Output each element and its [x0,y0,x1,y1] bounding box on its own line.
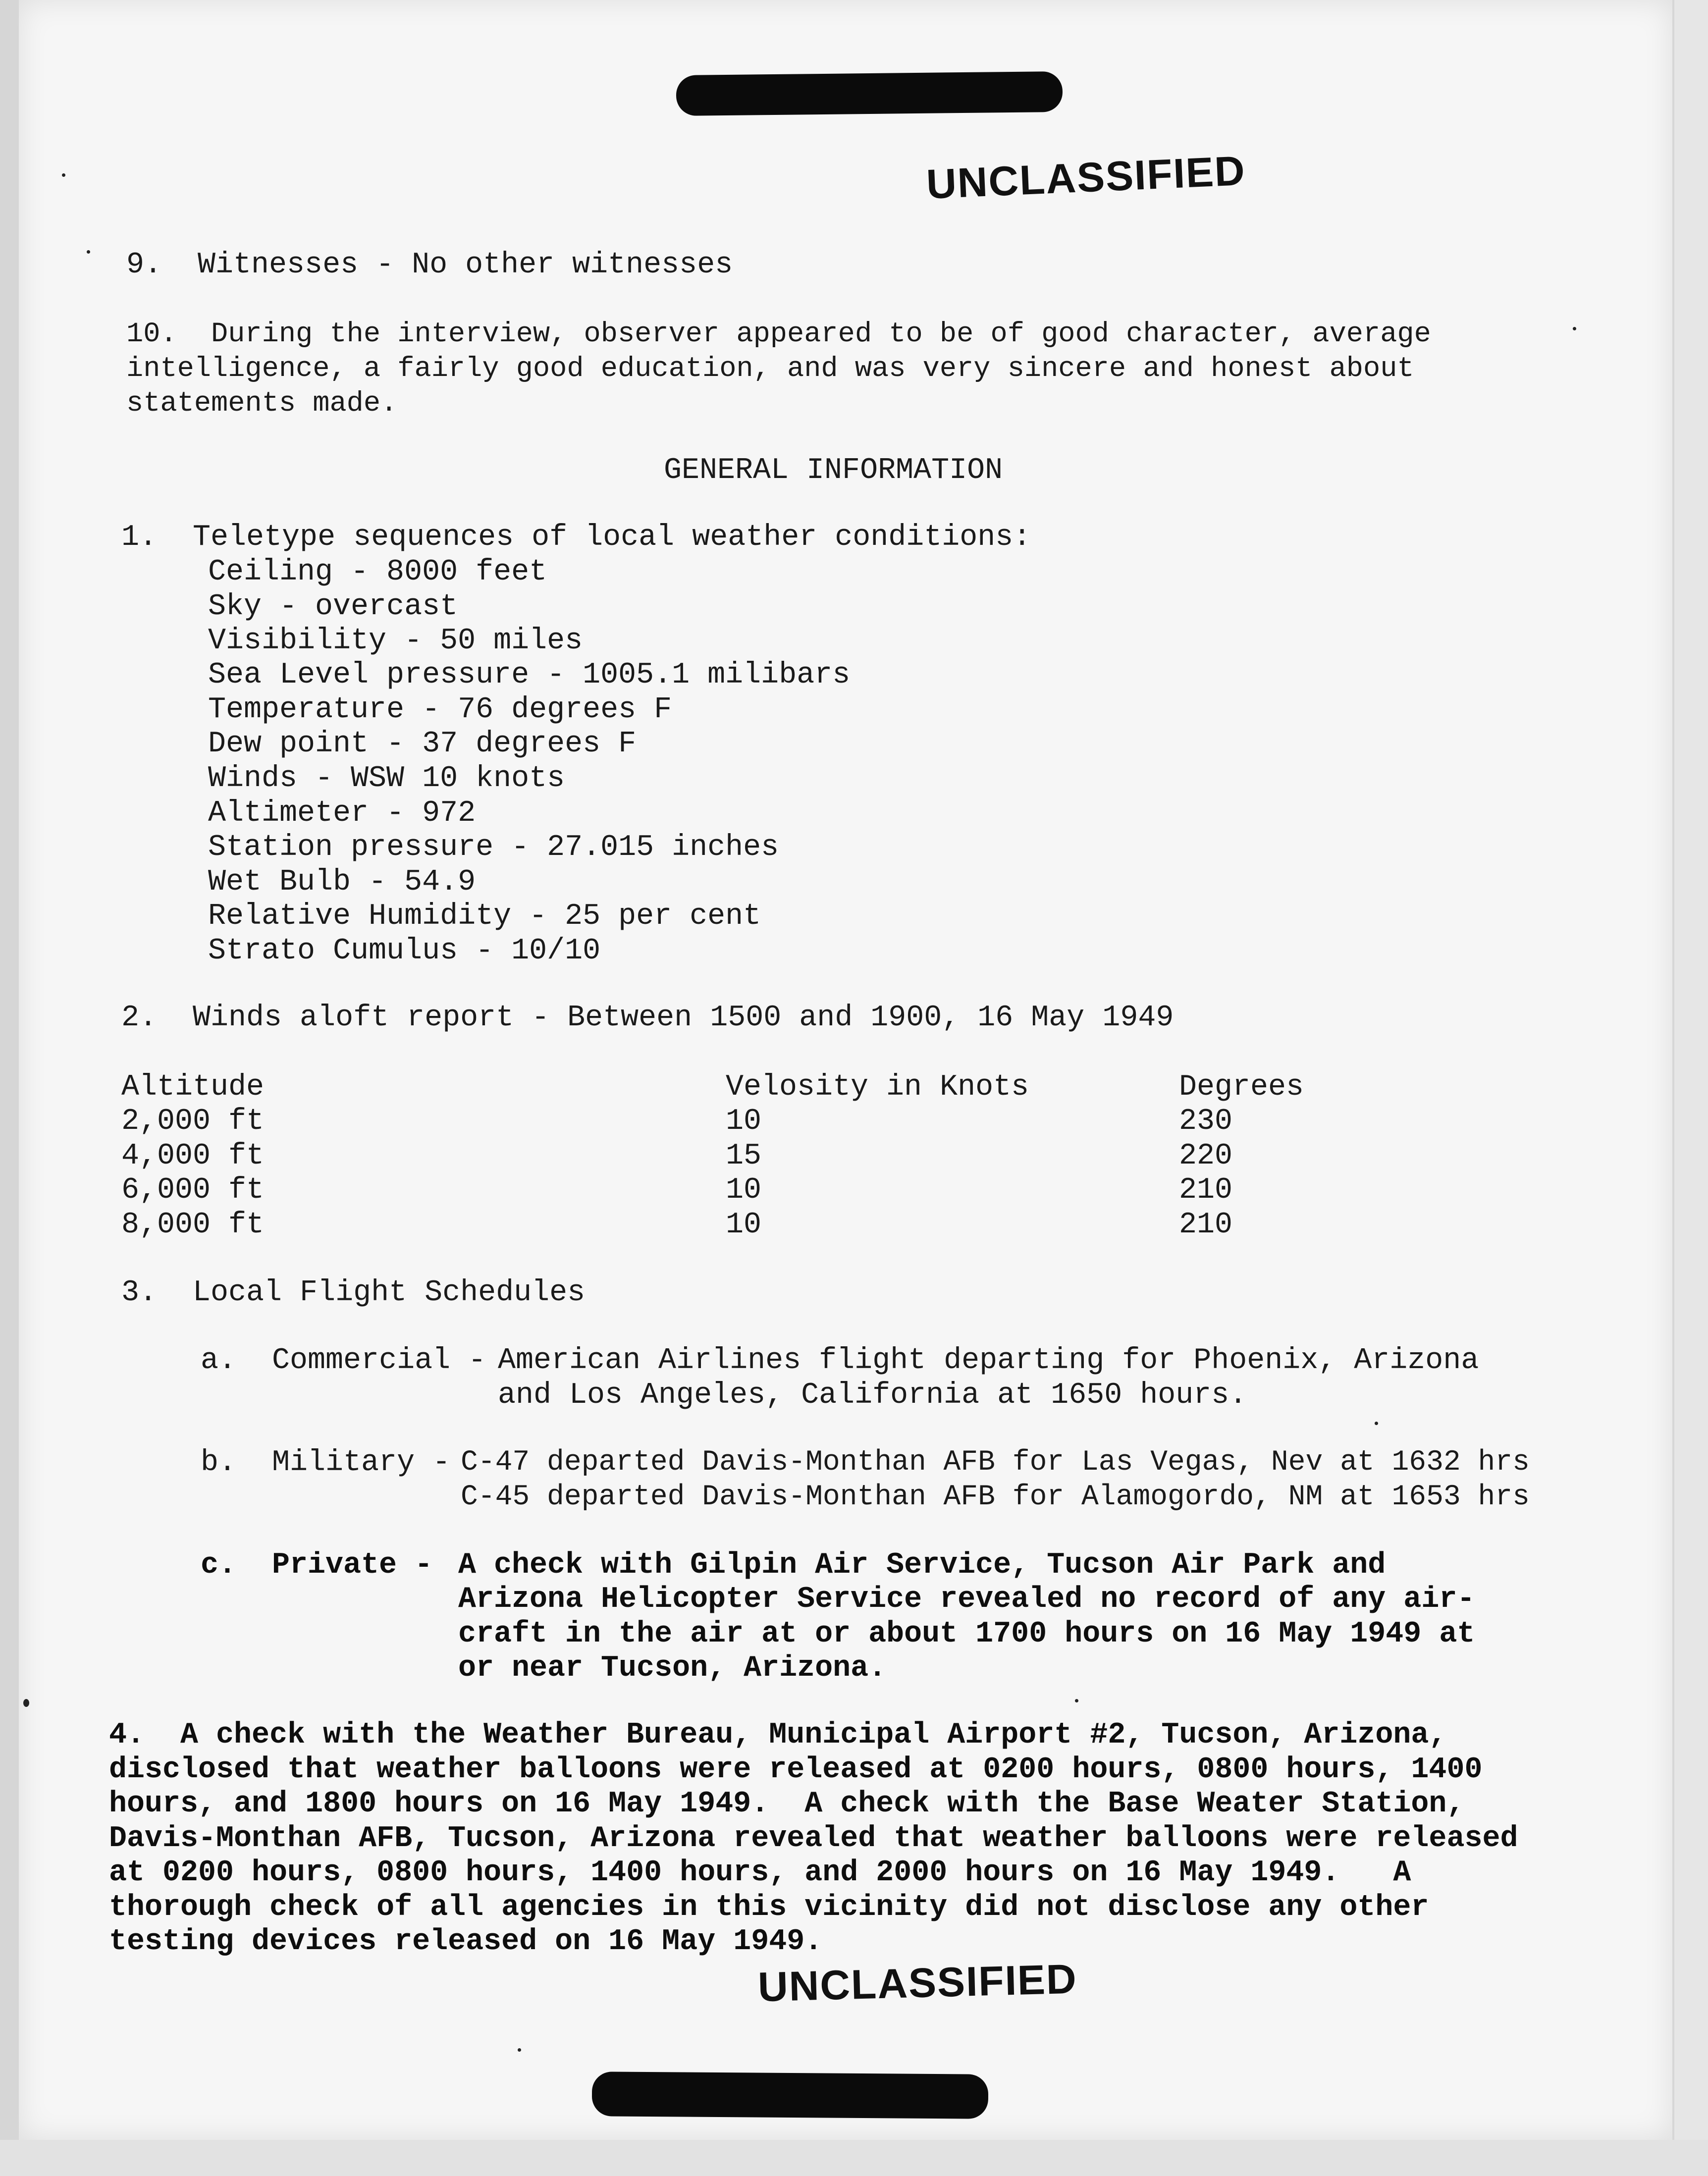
flight-commercial-line: and Los Angeles, California at 1650 hours. [498,1379,1247,1412]
flight-military-label: b. Military - [201,1446,451,1480]
item-4-line: disclosed that weather balloons were released at 0200 hours, 0800 hours, 1400 [109,1753,1483,1787]
page-edge-bottom [0,2140,1708,2176]
weather-item: Temperature - 76 degrees F [208,693,672,727]
flight-schedules-heading: 3. Local Flight Schedules [121,1276,586,1310]
winds-table-cell: 4,000 ft [121,1139,265,1173]
scan-speck [1075,1699,1078,1702]
item-4-line: 4. A check with the Weather Bureau, Municipal Airport #2, Tucson, Arizona, [109,1718,1447,1752]
winds-table-cell: 230 [1179,1105,1233,1138]
scan-speck [23,1699,29,1707]
winds-table-cell: 10 [726,1173,762,1207]
flight-private-line: or near Tucson, Arizona. [458,1651,887,1685]
item-9-witnesses: 9. Witnesses - No other witnesses [126,248,733,282]
flight-private-line: Arizona Helicopter Service revealed no record of any air- [458,1583,1475,1616]
item-10-line: intelligence, a fairly good education, and was very sincere and honest about [126,353,1414,385]
weather-item: Strato Cumulus - 10/10 [208,934,601,968]
weather-item: Station pressure - 27.015 inches [208,831,779,864]
weather-item: Winds - WSW 10 knots [208,762,565,796]
winds-table-header-degrees: Degrees [1179,1070,1304,1104]
scan-speck [62,173,65,177]
flight-commercial-line: American Airlines flight departing for Phoenix, Arizona [498,1344,1479,1378]
weather-item: Relative Humidity - 25 per cent [208,900,761,933]
weather-item: Visibility - 50 miles [208,624,583,658]
item-4-line: hours, and 1800 hours on 16 May 1949. A check with the Base Weater Station, [109,1787,1465,1821]
winds-table-cell: 220 [1179,1139,1233,1173]
section-heading: GENERAL INFORMATION [664,454,1003,487]
winds-table-cell: 15 [726,1139,762,1173]
weather-item: Altimeter - 972 [208,796,476,830]
item-10-line: 10. During the interview, observer appeared to be of good character, average [126,318,1431,350]
winds-table-cell: 2,000 ft [121,1105,265,1138]
winds-table-cell: 210 [1179,1173,1233,1207]
redaction-bar-bottom [592,2071,989,2119]
scan-speck [1573,327,1576,330]
page-edge-right [1674,0,1708,2176]
winds-table-header-velocity: Velosity in Knots [726,1070,1029,1104]
item-4-line: testing devices released on 16 May 1949. [109,1925,823,1959]
winds-table-cell: 10 [726,1208,762,1242]
scan-speck [87,250,90,254]
flight-private-line: craft in the air at or about 1700 hours on 16 May 1949 at [458,1617,1475,1651]
winds-table-cell: 10 [726,1105,762,1138]
winds-table-cell: 210 [1179,1208,1233,1242]
flight-military-line: C-45 departed Davis-Monthan AFB for Alamogordo, NM at 1653 hrs [461,1481,1530,1513]
weather-item: Sky - overcast [208,590,458,624]
winds-table-cell: 6,000 ft [121,1173,265,1207]
winds-aloft-heading: 2. Winds aloft report - Between 1500 and 1900, 16 May 1949 [121,1001,1174,1035]
item-10-line: statements made. [126,388,398,420]
scan-speck [1375,1422,1378,1425]
flight-military-line: C-47 departed Davis-Monthan AFB for Las Vegas, Nev at 1632 hrs [461,1446,1530,1479]
weather-item: Wet Bulb - 54.9 [208,865,476,899]
winds-table-header-altitude: Altitude [121,1070,265,1104]
item-4-line: at 0200 hours, 0800 hours, 1400 hours, and 2000 hours on 16 May 1949. A [109,1856,1411,1890]
classification-stamp-bottom: UNCLASSIFIED [757,1955,1078,2011]
weather-item: Ceiling - 8000 feet [208,555,547,589]
item-4-line: thorough check of all agencies in this vicinity did not disclose any other [109,1891,1429,1924]
weather-item: Dew point - 37 degrees F [208,727,637,761]
flight-commercial-label: a. Commercial - [201,1344,486,1378]
flight-private-line: A check with Gilpin Air Service, Tucson Air Park and [458,1548,1386,1582]
weather-item: Sea Level pressure - 1005.1 milibars [208,658,851,692]
item-4-line: Davis-Monthan AFB, Tucson, Arizona revealed that weather balloons were released [109,1822,1518,1856]
redaction-bar-top [676,71,1063,116]
weather-heading: 1. Teletype sequences of local weather conditions: [121,521,1031,554]
winds-table-cell: 8,000 ft [121,1208,265,1242]
flight-private-label: c. Private - [201,1548,433,1582]
classification-stamp-top: UNCLASSIFIED [925,147,1247,208]
scan-speck [518,2048,521,2052]
